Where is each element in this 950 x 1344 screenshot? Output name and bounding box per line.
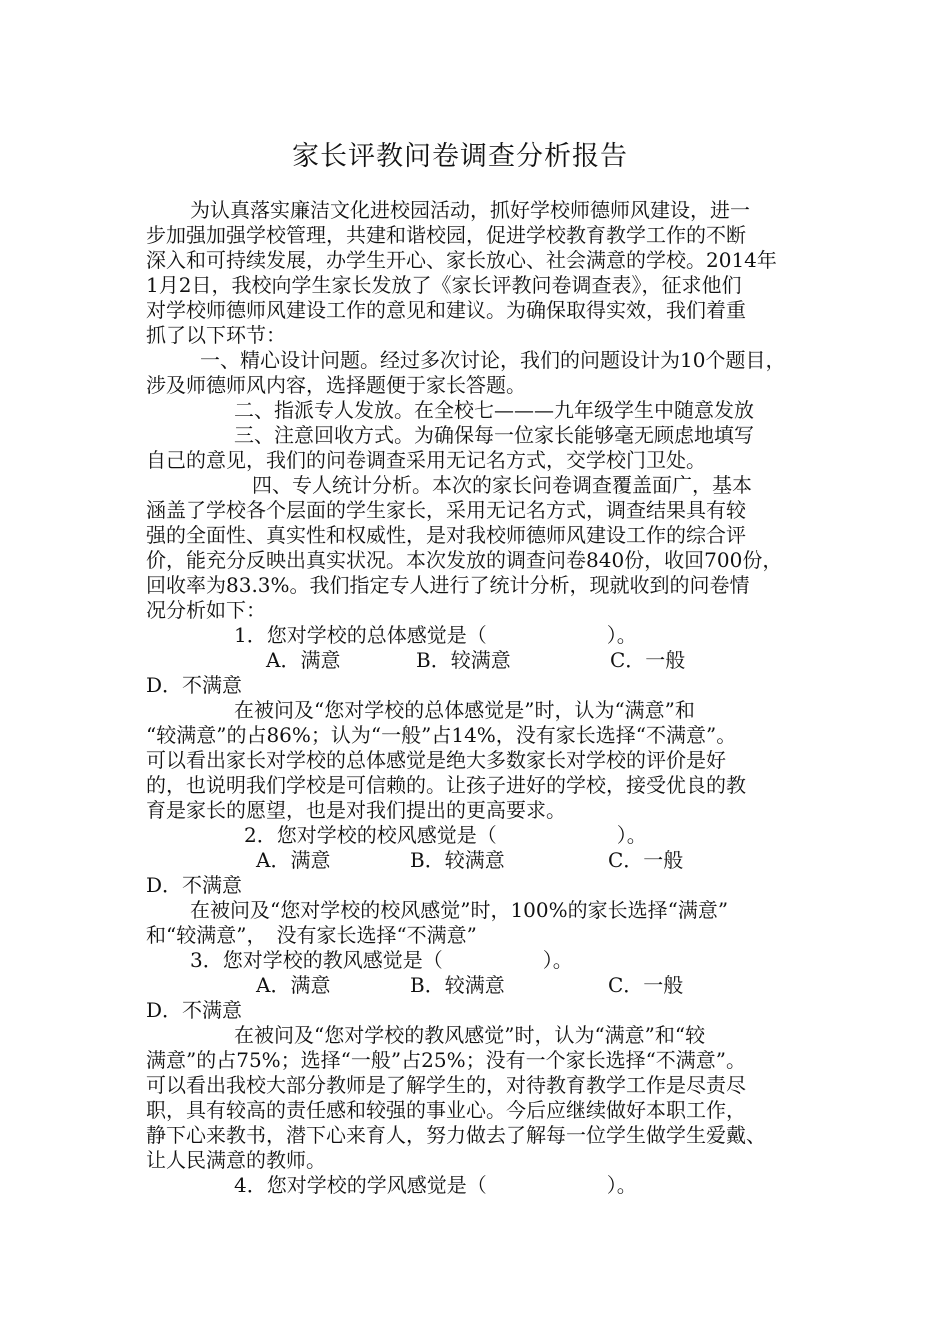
- paragraph-line: 职，具有较高的责任感和较强的事业心。今后应继续做好本职工作，: [146, 1098, 746, 1122]
- option-a: A．满意: [266, 648, 341, 672]
- option-c: C．一般: [608, 973, 684, 997]
- paragraph-line: 抓了以下环节：: [146, 323, 286, 347]
- paragraph-line: 三、注意回收方式。为确保每一位家长能够毫无顾虑地填写: [234, 423, 754, 447]
- paragraph-line: 可以看出家长对学校的总体感觉是绝大多数家长对学校的评价是好: [146, 748, 726, 772]
- paragraph-line: 满意”的占75%；选择“一般”占25%；没有一个家长选择“不满意”。: [146, 1048, 747, 1072]
- paragraph-line: 自己的意见，我们的问卷调查采用无记名方式，交学校门卫处。: [146, 448, 706, 472]
- option-d: D．不满意: [146, 873, 243, 897]
- paragraph-line: 二、指派专人发放。在全校七———九年级学生中随意发放: [234, 398, 754, 422]
- option-d: D．不满意: [146, 673, 243, 697]
- paragraph-line: 和“较满意”， 没有家长选择“不满意”: [146, 923, 477, 947]
- paragraph-line: 为认真落实廉洁文化进校园活动，抓好学校师德师风建设，进一: [190, 198, 750, 222]
- option-b: B．较满意: [416, 648, 511, 672]
- option-c: C．一般: [608, 848, 684, 872]
- question-1: 1．您对学校的总体感觉是（ ）。: [234, 623, 637, 647]
- paragraph-line: 强的全面性、真实性和权威性，是对我校师德师风建设工作的综合评: [146, 523, 746, 547]
- paragraph-line: 的，也说明我们学校是可信赖的。让孩子进好的学校，接受优良的教: [146, 773, 746, 797]
- option-b: B．较满意: [410, 848, 505, 872]
- option-b: B．较满意: [410, 973, 505, 997]
- paragraph-line: 涉及师德师风内容，选择题便于家长答题。: [146, 373, 526, 397]
- paragraph-line: 让人民满意的教师。: [146, 1148, 326, 1172]
- option-a: A．满意: [256, 973, 331, 997]
- report-title: 家长评教问卷调查分析报告: [292, 141, 628, 172]
- paragraph-line: 在被问及“您对学校的校风感觉”时，100%的家长选择“满意”: [190, 898, 729, 922]
- option-a: A．满意: [256, 848, 331, 872]
- paragraph-line: “较满意”的占86%；认为“一般”占14%，没有家长选择“不满意”。: [146, 723, 737, 747]
- paragraph-line: 回收率为83.3%。我们指定专人进行了统计分析，现就收到的问卷情: [146, 573, 750, 597]
- question-4: 4．您对学校的学风感觉是（ ）。: [234, 1173, 637, 1197]
- paragraph-line: 况分析如下：: [146, 598, 266, 622]
- paragraph-line: 可以看出我校大部分教师是了解学生的，对待教育教学工作是尽责尽: [146, 1073, 746, 1097]
- paragraph-line: 对学校师德师风建设工作的意见和建议。为确保取得实效，我们着重: [146, 298, 746, 322]
- paragraph-line: 四、专人统计分析。本次的家长问卷调查覆盖面广，基本: [252, 473, 752, 497]
- paragraph-line: 育是家长的愿望，也是对我们提出的更高要求。: [146, 798, 566, 822]
- paragraph-line: 步加强加强学校管理，共建和谐校园，促进学校教育教学工作的不断: [146, 223, 746, 247]
- paragraph-line: 1月2日，我校向学生家长发放了《家长评教问卷调查表》，征求他们: [146, 273, 742, 297]
- option-c: C．一般: [610, 648, 686, 672]
- paragraph-line: 涵盖了学校各个层面的学生家长，采用无记名方式，调查结果具有较: [146, 498, 746, 522]
- paragraph-line: 静下心来教书，潜下心来育人，努力做去了解每一位学生做学生爱戴、: [146, 1123, 766, 1147]
- paragraph-line: 深入和可持续发展，办学生开心、家长放心、社会满意的学校。2014年: [146, 248, 777, 272]
- question-3: 3．您对学校的教风感觉是（ ）。: [190, 948, 573, 972]
- paragraph-line: 一、精心设计问题。经过多次讨论，我们的问题设计为10个题目，: [200, 348, 786, 372]
- option-d: D．不满意: [146, 998, 243, 1022]
- paragraph-line: 在被问及“您对学校的教风感觉”时，认为“满意”和“较: [234, 1023, 706, 1047]
- paragraph-line: 在被问及“您对学校的总体感觉是”时，认为“满意”和: [234, 698, 695, 722]
- paragraph-line: 价，能充分反映出真实状况。本次发放的调查问卷840份，收回700份，: [146, 548, 783, 572]
- question-2: 2．您对学校的校风感觉是（ ）。: [244, 823, 647, 847]
